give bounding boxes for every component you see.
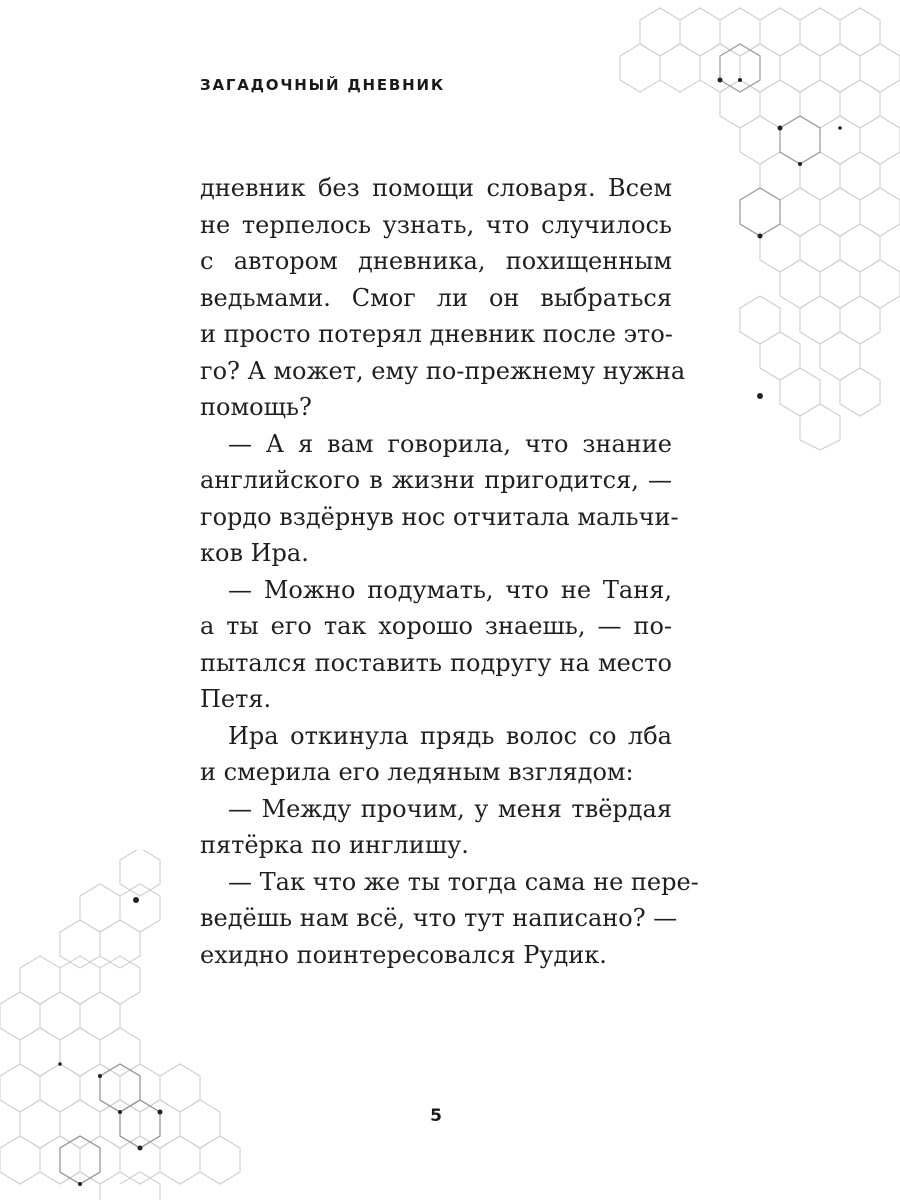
text-line: — А я вам говорила, что знание — [228, 429, 672, 458]
text-line: пятёрка по инглишу. — [200, 831, 469, 859]
paragraph — [200, 864, 699, 974]
text-line: ков Ира. — [200, 539, 309, 567]
paragraph — [200, 572, 672, 718]
text-line: гордо вздёрнув нос отчитала мальчи- — [200, 502, 679, 531]
text-line: — Между прочим, у меня твёрдая — [228, 794, 672, 823]
body-text — [200, 170, 699, 973]
text-line: пытался поставить подругу на место — [200, 648, 672, 677]
running-head: ЗАГАДОЧНЫЙ ДНЕВНИК — [200, 76, 445, 94]
paragraph — [200, 718, 672, 791]
text-line: помощь? — [200, 393, 312, 421]
text-line: ехидно поинтересовался Рудик. — [200, 940, 607, 969]
text-line: дневник без помощи словаря. Всем — [200, 174, 672, 202]
text-line: не терпелось узнать, что случилось — [200, 210, 672, 239]
page-number: 5 — [430, 1106, 442, 1126]
text-line: с автором дневника, похищенным — [200, 247, 672, 275]
text-line: Ира откинула прядь волос со лба — [228, 721, 672, 750]
text-line: ведёшь нам всё, что тут написано? — — [200, 904, 678, 932]
text-line: — Так что же ты тогда сама не пере- — [228, 867, 699, 896]
text-line: английского в жизни пригодится, — — [200, 466, 672, 494]
text-line: и просто потерял дневник после это- — [200, 320, 673, 348]
text-line: а ты его так хорошо знаешь, — по- — [200, 612, 672, 640]
text-line: го? А может, ему по-прежнему нужна — [200, 356, 686, 385]
paragraph — [200, 170, 686, 426]
text-line: — Можно подумать, что не Таня, — [228, 575, 672, 604]
paragraph — [200, 426, 679, 572]
text-line: и смерила его ледяным взглядом: — [200, 758, 634, 786]
text-line: ведьмами. Смог ли он выбраться — [200, 283, 672, 312]
text-line: Петя. — [200, 685, 272, 713]
paragraph — [200, 791, 672, 864]
